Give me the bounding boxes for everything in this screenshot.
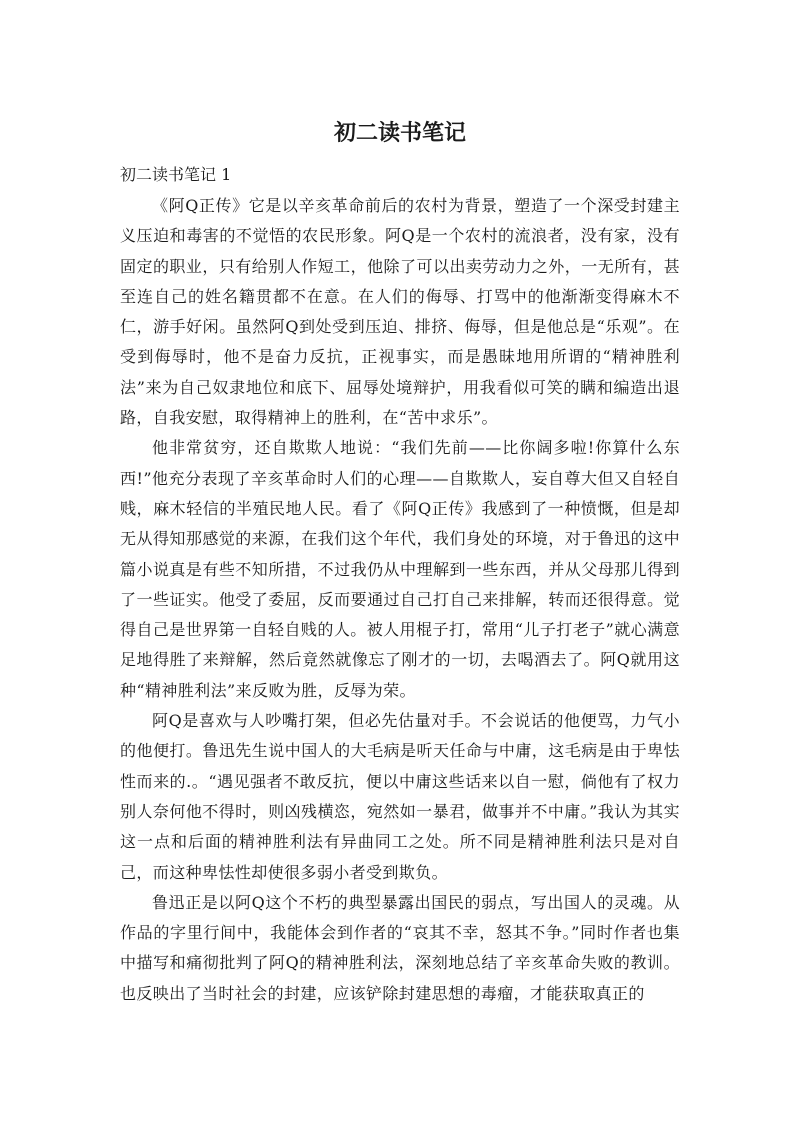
document-body — [120, 191, 680, 1009]
document-title: 初二读书笔记 — [333, 121, 466, 146]
paragraph: 阿Q是喜欢与人吵嘴打架，但必先估量对手。不会说话的他便骂，力气小的他便打。鲁迅先生说中国人的大毛病是听天任命与中庸，这毛病是由于卑怯性而来的.。“遇见强者不敢反抗，便以中庸这些话来以自一慰，倘他有了权力别人奈何他不得时，则凶残横恣，宛然如一暴君，做事并不中庸。”我认为其实这一点和后面的精神胜利法有异曲同工之处。所不同是精神胜利法只是对自己，而这种卑怯性却使很多弱小者受到欺负。 — [120, 711, 680, 882]
paragraph: 《阿Q正传》它是以辛亥革命前后的农村为背景，塑造了一个深受封建主义压迫和毒害的不觉悟的农民形象。阿Q是一个农村的流浪者，没有家，没有固定的职业，只有给别人作短工，他除了可以出卖劳动力之外，一无所有，甚至连自己的姓名籍贯都不在意。在人们的侮辱、打骂中的他渐渐变得麻木不仁，游手好闲。虽然阿Q到处受到压迫、排挤、侮辱，但是他总是“乐观”。在受到侮辱时，他不是奋力反抗，正视事实，而是愚昧地用所谓的“精神胜利法”来为自己奴隶地位和底下、屈辱处境辩护，用我看似可笑的瞒和编造出退路，自我安慰，取得精神上的胜利，在“苦中求乐”。 — [120, 196, 680, 428]
paragraph: 鲁迅正是以阿Q这个不朽的典型暴露出国民的弱点，写出国人的灵魂。从作品的字里行间中，我能体会到作者的“哀其不幸，怒其不争。”同时作者也集中描写和痛彻批判了阿Q的精神胜利法，深刻地总结了辛亥革命失败的教训。也反映出了当时社会的封建，应该铲除封建思想的毒瘤，才能获取真正的 — [120, 892, 680, 1003]
section-heading: 初二读书笔记 1 — [120, 165, 232, 184]
paragraph: 他非常贫穷，还自欺欺人地说：“我们先前——比你阔多啦!你算什么东西!”他充分表现了辛亥革命时人们的心理——自欺欺人，妄自尊大但又自轻自贱，麻木轻信的半殖民地人民。看了《阿Q正传》我感到了一种愤慨，但是却无从得知那感觉的来源，在我们这个年代，我们身处的环境，对于鲁迅的这中篇小说真是有些不知所措，不过我仍从中理解到一些东西，并从父母那儿得到了一些证实。他受了委屈，反而要通过自己打自己来排解，转而还很得意。觉得自己是世界第一自轻自贱的人。被人用棍子打，常用“儿子打老子”就心满意足地得胜了来辩解，然后竟然就像忘了刚才的一切，去喝酒去了。阿Q就用这种“精神胜利法”来反败为胜，反辱为荣。 — [120, 438, 680, 700]
